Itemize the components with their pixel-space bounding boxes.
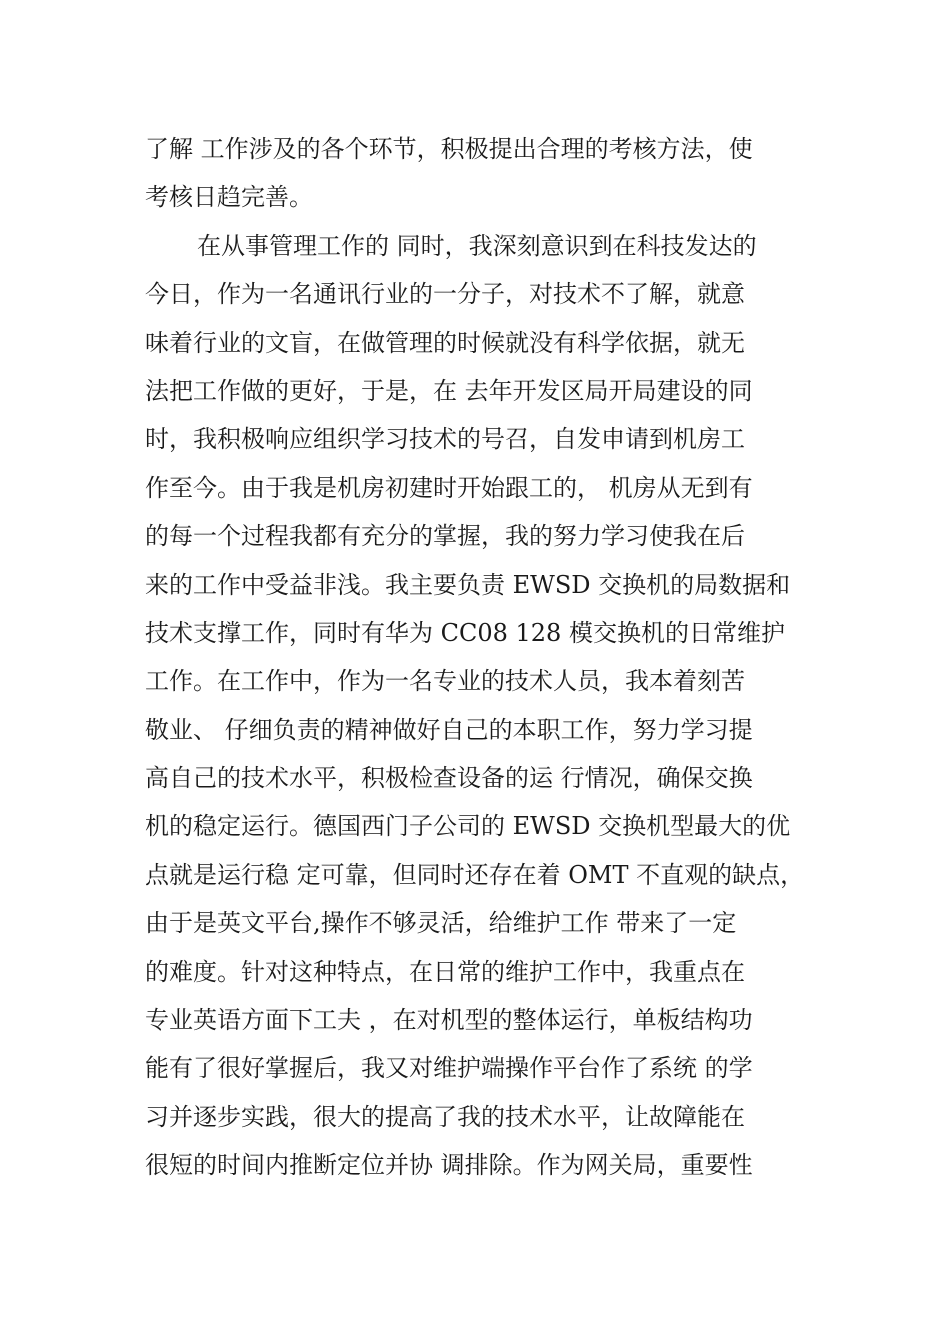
text-line: 时，我积极响应组织学习技术的号召，自发申请到机房工 bbox=[145, 425, 745, 454]
text-line: 机的稳定运行。德国西门子公司的 EWSD 交换机型最大的优 bbox=[145, 812, 791, 841]
paragraph-2 bbox=[145, 222, 825, 1190]
text-line: 专业英语方面下工夫 ，在对机型的整体运行，单板结构功 bbox=[145, 1006, 753, 1035]
text-line: 的每一个过程我都有充分的掌握，我的努力学习使我在后 bbox=[145, 522, 745, 551]
paragraph-1 bbox=[145, 125, 825, 222]
text-line: 味着行业的文盲，在做管理的时候就没有科学依据，就无 bbox=[145, 328, 745, 357]
text-line: 工作。在工作中，作为一名专业的技术人员，我本着刻苦 bbox=[145, 667, 745, 696]
text-line: 考核日趋完善。 bbox=[145, 183, 313, 212]
text-line: 很短的时间内推断定位并协 调排除。作为网关局，重要性 bbox=[145, 1151, 753, 1180]
text-line: 法把工作做的更好，于是，在 去年开发区局开局建设的同 bbox=[145, 376, 753, 405]
text-line: 敬业、 仔细负责的精神做好自己的本职工作，努力学习提 bbox=[145, 715, 753, 744]
text-line: 技术支撑工作，同时有华为 CC08 128 模交换机的日常维护 bbox=[145, 618, 785, 647]
text-line: 来的工作中受益非浅。我主要负责 EWSD 交换机的局数据和 bbox=[145, 570, 791, 599]
text-line: 作至今。由于我是机房初建时开始跟工的， 机房从无到有 bbox=[145, 473, 753, 502]
text-line: 高自己的技术水平，积极检查设备的运 行情况，确保交换 bbox=[145, 764, 753, 793]
text-line: 由于是英文平台,操作不够灵活，给维护工作 带来了一定 bbox=[145, 909, 737, 938]
body-text bbox=[145, 125, 825, 1190]
text-line: 点就是运行稳 定可靠，但同时还存在着 OMT 不直观的缺点， bbox=[145, 860, 805, 889]
text-line: 能有了很好掌握后，我又对维护端操作平台作了系统 的学 bbox=[145, 1054, 753, 1083]
text-line: 在从事管理工作的 同时，我深刻意识到在科技发达的 bbox=[197, 231, 757, 260]
text-line: 的难度。针对这种特点，在日常的维护工作中，我重点在 bbox=[145, 957, 745, 986]
text-line: 习并逐步实践，很大的提高了我的技术水平，让故障能在 bbox=[145, 1102, 745, 1131]
text-line: 今日，作为一名通讯行业的一分子，对技术不了解，就意 bbox=[145, 280, 745, 309]
text-line: 了解 工作涉及的各个环节，积极提出合理的考核方法，使 bbox=[145, 135, 753, 163]
